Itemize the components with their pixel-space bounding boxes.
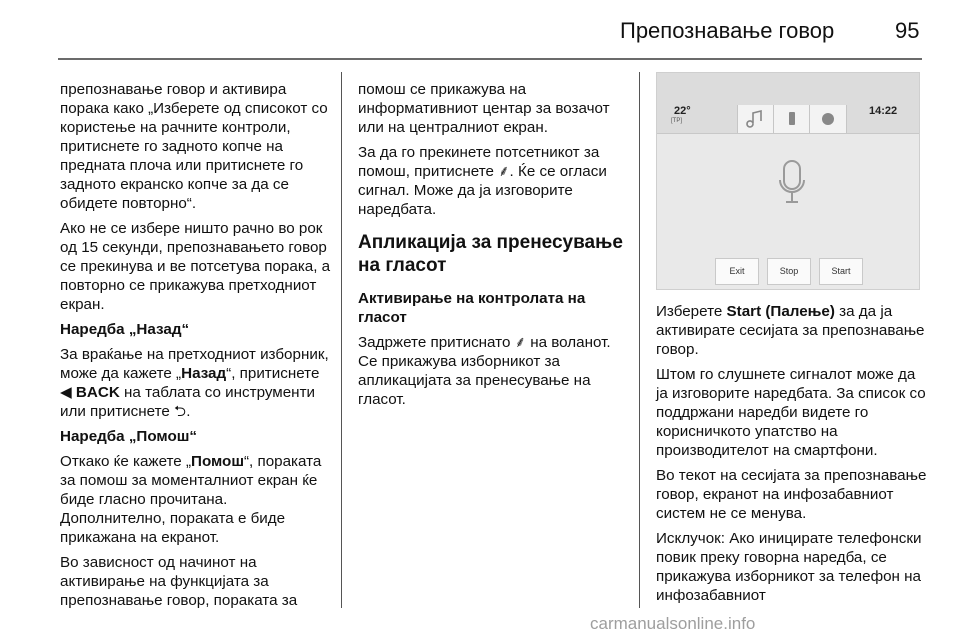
text-run: . Ќе се огласи сигнал. Може да ја изговорите наредбата. xyxy=(358,163,607,218)
page-number: 95 xyxy=(895,18,920,43)
header-rule xyxy=(58,58,922,60)
text-run: За враќање на претходниот изборник, може да кажете „ xyxy=(60,346,329,382)
back-label: BACK xyxy=(75,384,120,401)
column-3 xyxy=(656,302,930,611)
text-run: за да ја активирате сесијата за препознавање говор. xyxy=(656,303,925,358)
column-2 xyxy=(358,80,630,415)
phone-icon xyxy=(773,105,811,133)
exit-button[interactable]: Exit xyxy=(715,258,759,285)
paragraph xyxy=(358,143,630,219)
command-word: Start (Палење) xyxy=(726,303,835,320)
paragraph: Во текот на сесијата за препознавање говор, екранот на инфозабавниот систем не се менува. xyxy=(656,467,927,522)
paragraph: Во зависност од начинот на активирање на функцијата за препознавање говор, пораката за xyxy=(60,554,298,609)
text-run: Изберете xyxy=(656,303,727,320)
text-run: Задржете притиснато xyxy=(358,334,515,351)
command-word: Помош xyxy=(191,453,244,470)
paragraph xyxy=(358,333,630,409)
paragraph: помош се прикажува на информативниот центар за возачот или на централниот екран. xyxy=(358,81,610,136)
command-word: Назад xyxy=(181,365,227,382)
voice-control-icon: ⸙ xyxy=(514,334,527,351)
music-note-icon xyxy=(737,105,775,133)
paragraph: Штом го слушнете сигналот може да ја изговорите наредбата. За список со поддржани наредби видете го корисничкото упатство на производителот на смартфони. xyxy=(656,366,926,459)
section-heading: Апликација за пренесување на гласот xyxy=(358,232,623,276)
text-run: “, пораката за помош за моменталниот екран ќе биде гласно прочитана. Дополнително, пораката е биде прикажана на екранот. xyxy=(60,453,322,546)
paragraph xyxy=(60,452,332,547)
text-run: на таблата со инструменти или притиснете xyxy=(60,384,316,420)
text-run: “, притиснете xyxy=(226,365,320,382)
column-1 xyxy=(60,80,332,616)
temperature-readout: 22° xyxy=(674,105,691,117)
page-title: Препознавање говор xyxy=(620,18,835,43)
subheading: Активирање на контролата на гласот xyxy=(358,290,586,326)
screen-top-bar xyxy=(657,73,919,134)
paragraph xyxy=(60,345,332,421)
return-icon: ⮌ xyxy=(174,403,187,420)
column-divider-left xyxy=(341,72,342,608)
stop-button[interactable]: Stop xyxy=(767,258,811,285)
start-button[interactable]: Start xyxy=(819,258,863,285)
paragraph: препознавање говор и активира порака како „Изберете од списокот со користење на рачните контроли, притиснете го задното копче на предната плоча или притиснете го задното екранско копче за да се обидете повторно“. xyxy=(60,81,328,212)
paragraph: Ако не се избере ништо рачно во рок од 15 секунди, препознавањето говор се прекинува и ве потсетува порака, а повторно се прикажува претходниот екран. xyxy=(60,220,331,313)
paragraph xyxy=(656,302,930,359)
clock-readout: 14:22 xyxy=(869,105,898,117)
command-heading: Наредба „Помош“ xyxy=(60,428,197,445)
text-run: Откако ќе кажете „ xyxy=(60,453,192,470)
voice-control-icon: ⸙ xyxy=(498,163,510,180)
infotainment-screen-illustration xyxy=(656,72,920,290)
paragraph: Исклучок: Ако иницирате телефонски повик преку говорна наредба, се прикажува изборникот за телефон на инфозабавниот xyxy=(656,530,922,604)
text-run: на воланот. Се прикажува изборникот за апликацијата за пренесување на гласот. xyxy=(358,334,611,408)
command-heading: Наредба „Назад“ xyxy=(60,321,190,338)
microphone-icon xyxy=(777,158,807,208)
record-icon xyxy=(809,105,847,133)
text-run: . xyxy=(186,403,191,420)
back-arrow-icon: ◀ xyxy=(60,384,72,401)
watermark: carmanualsonline.info xyxy=(590,614,756,633)
tp-indicator: [TP] xyxy=(671,118,683,124)
text-run: За да го прекинете потсетникот за помош, притиснете xyxy=(358,144,600,180)
column-divider-right xyxy=(639,72,640,608)
